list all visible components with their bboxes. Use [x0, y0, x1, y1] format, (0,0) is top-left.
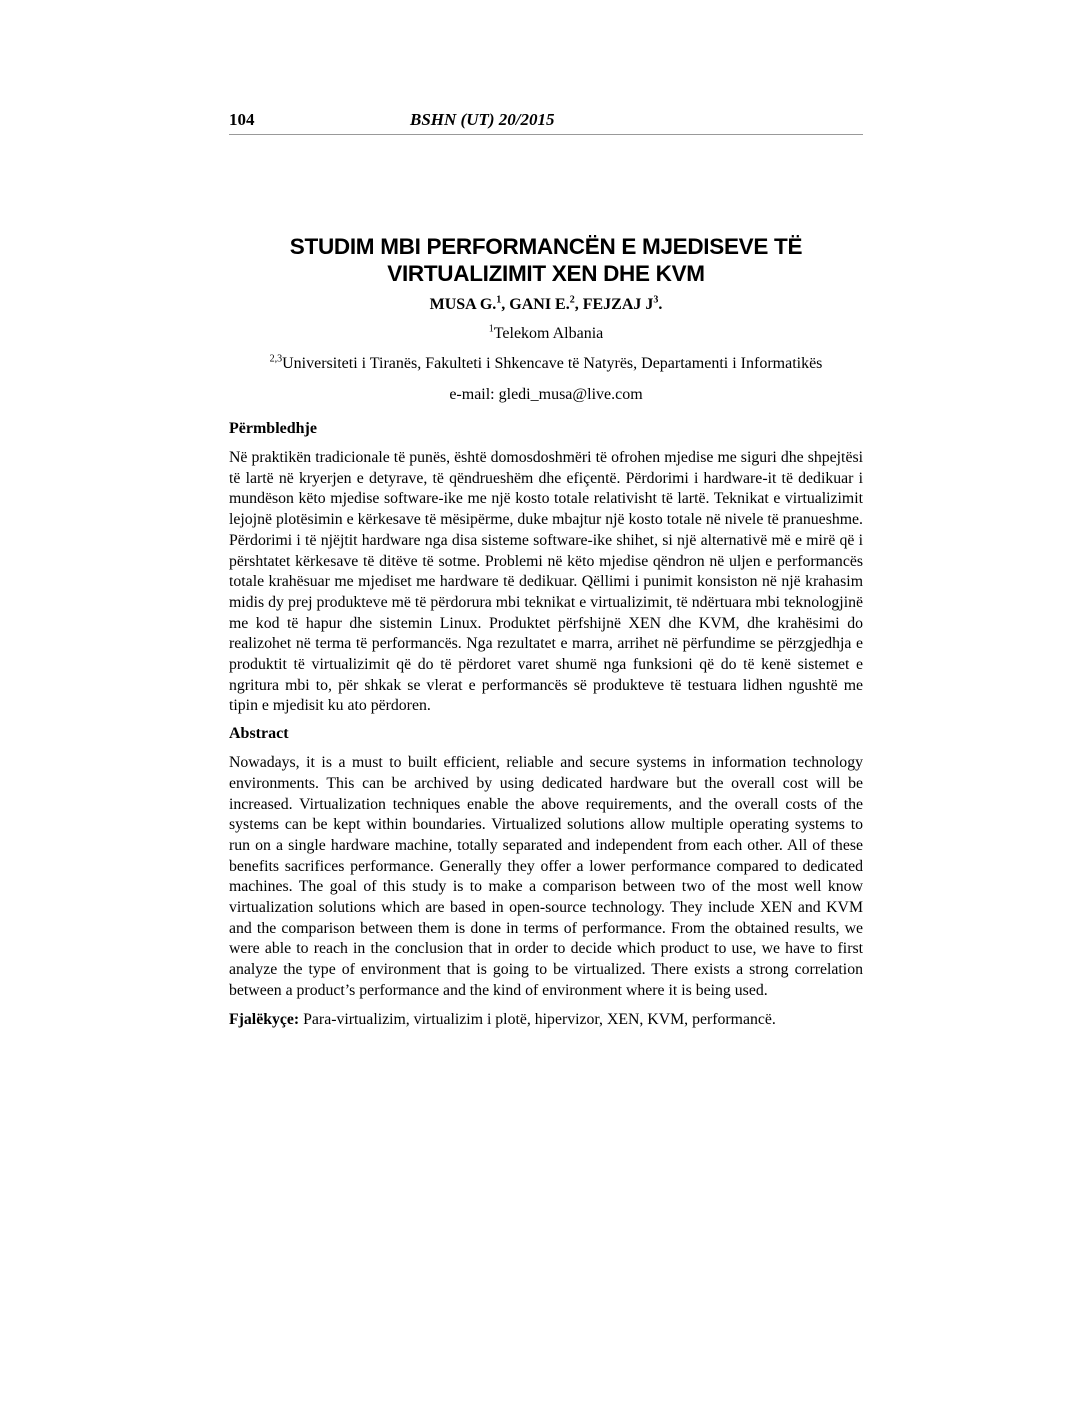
contact-email: e-mail: gledi_musa@live.com	[449, 386, 643, 403]
author-list	[229, 295, 863, 315]
abstract-heading: Abstract	[229, 725, 289, 743]
permbledhje-text: Në praktikën tradicionale të punës, është domosdoshmëri të ofrohen mjedise me siguri dhe shpejtësi të lartë në kryerjen e detyrave, të qëndrueshëm dhe efiçentë. Përdorimi i hardware-it të dedikuar i mundëson këto mjedise software-ike me një kosto totale relativisht të lartë. Teknikat e virtualizimit lejojnë plotësimin e kërkesave të mësipërme, duke mbajtur një kosto totale në nivele të pranueshme. Përdorimi i të njëjtit hardware nga disa sisteme software-ike shihet, si një alternativë më e mirë që i përshtatet kërkesave të ditëve të sotme. Problemi në këto mjedise qëndron në uljen e performancës totale krahësuar me mjediset me hardware të dedikuar. Qëllimi i punimit konsiston në një krahasim midis dy prej produkteve më të përdorura mbi teknikat e virtualizimit, të ndërtuara mbi teknologjinë me kod të hapur dhe sistemin Linux. Produktet përfshijnë XEN dhe KVM, dhe krahësimi do realizohet në terma të performancës. Nga rezultatet e marra, arrihet në përfundime se përzgjedhja e produktit të virtualizimit që do të përdoret varet shumë nga funksioni që do të kenë sistemet e ngritura mbi to, për shkak se vlerat e performancës së produkteve të testuara lidhen ngushtë me tipin e mjedisit ku ato përdoren.	[229, 449, 863, 715]
author-affiliation-mark: 3	[653, 294, 659, 306]
author-name: GANI E.	[509, 296, 570, 313]
affiliation-mark: 2,3	[269, 353, 283, 365]
keywords	[229, 1010, 863, 1030]
author-separator: .	[658, 296, 663, 313]
author-separator: ,	[501, 296, 510, 313]
permbledhje-heading: Përmbledhje	[229, 420, 317, 437]
paper-page	[229, 110, 863, 1030]
page-number: 104	[229, 110, 255, 129]
affiliation-1	[229, 324, 863, 344]
author-affiliation-mark: 2	[569, 294, 575, 306]
keywords-label: Fjalëkyçe:	[229, 1010, 300, 1028]
affiliation-text: Universiteti i Tiranës, Fakulteti i Shkencave të Natyrës, Departamenti i Informatikës	[282, 355, 823, 372]
title-line-1: STUDIM MBI PERFORMANCËN E MJEDISEVE TË	[289, 234, 803, 259]
title-line-2: VIRTUALIZIMIT XEN DHE KVM	[387, 261, 705, 286]
author-affiliation-mark: 1	[496, 294, 502, 306]
affiliation-text: Telekom Albania	[493, 325, 604, 342]
affiliation-2	[229, 354, 863, 374]
author-name: FEJZAJ J	[582, 296, 654, 313]
abstract-text: Nowadays, it is a must to built efficient, reliable and secure systems in information technology environments. This can be archived by using dedicated hardware but the overall cost will be increased. Virtualization techniques enable the above requirements, and the overall costs of the systems can be kept within boundaries. Virtualized solutions allow multiple operating systems to run on a single hardware machine, totally separated and independent from each other. All of these benefits sacrifices performance. Generally they offer a lower performance compared to dedicated machines. The goal of this study is to make a comparison between two of the most well know virtualization solutions which are based in open-source technology. They include XEN and KVM and the comparison between them is done in terms of performance. From the obtained results, we were able to reach in the conclusion that in order to decide which product to use, we have to first analyze the type of environment that is going to be virtualized. There exists a strong correlation between a product’s performance and the kind of environment where it is being used.	[229, 754, 863, 999]
keywords-text: Para-virtualizim, virtualizim i plotë, hipervizor, XEN, KVM, performancë.	[299, 1010, 776, 1028]
running-head	[229, 110, 863, 135]
paper-title	[229, 233, 863, 287]
author-separator: ,	[574, 296, 583, 313]
author-name: MUSA G.	[429, 296, 497, 313]
journal-name: BSHN (UT) 20/2015	[410, 110, 555, 129]
affiliation-mark: 1	[488, 323, 494, 335]
